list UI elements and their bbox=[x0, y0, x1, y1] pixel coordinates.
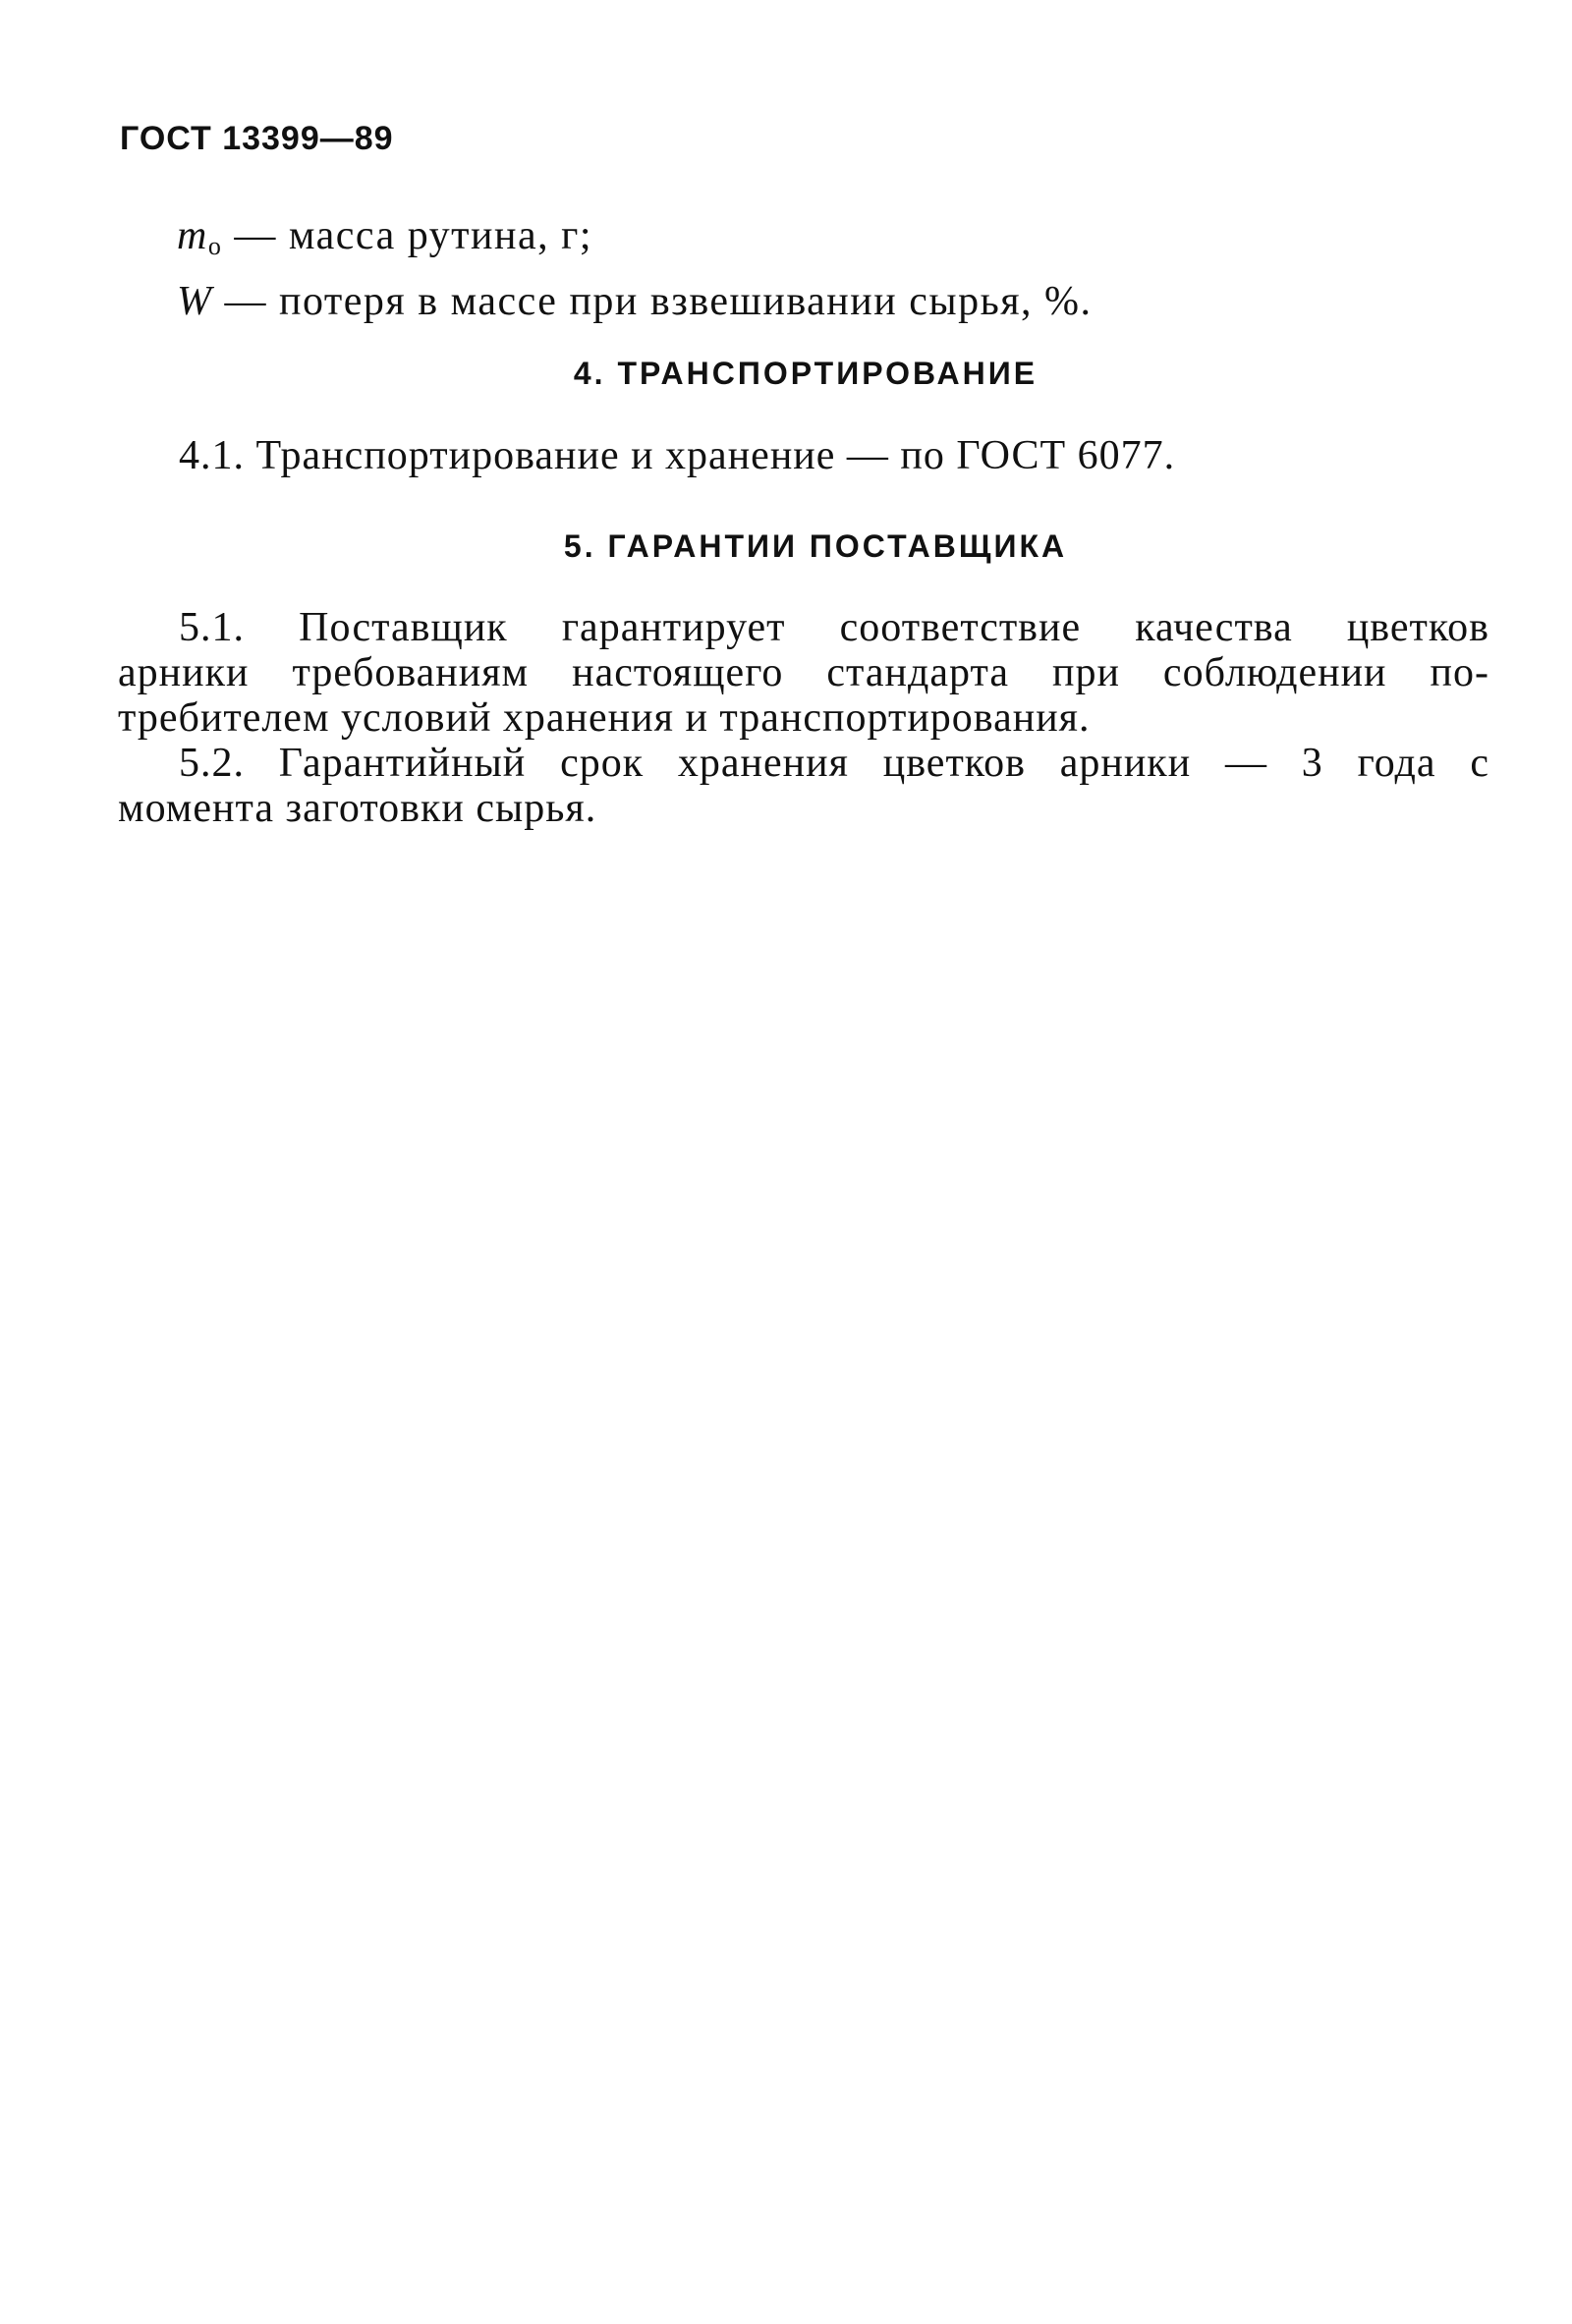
paragraph-5-1-line-1: 5.1. Поставщик гарантирует соответствие качества цветков bbox=[179, 605, 1489, 650]
paragraph-5-2-line-2: момента заготовки сырья. bbox=[118, 786, 597, 831]
definition-w-text: — потеря в массе при взвешивании сырья, %. bbox=[212, 279, 1093, 324]
definition-m0-text: — масса рутина, г; bbox=[222, 213, 593, 258]
paragraph-5-1-line-3: требителем условий хранения и транспортирования. bbox=[118, 695, 1091, 741]
paragraph-4-1: 4.1. Транспортирование и хранение — по ГОСТ 6077. bbox=[179, 433, 1176, 478]
symbol-w: W bbox=[177, 279, 213, 324]
paragraph-5-2-line-1: 5.2. Гарантийный срок хранения цветков арники — 3 года с bbox=[179, 741, 1489, 786]
document-header: ГОСТ 13399—89 bbox=[120, 120, 394, 157]
section-5-title: 5. ГАРАНТИИ ПОСТАВЩИКА bbox=[563, 528, 1068, 564]
section-5-body bbox=[118, 605, 1489, 831]
paragraph-5-1-line-2: арники требованиям настоящего стандарта при соблюдении по- bbox=[118, 650, 1489, 695]
symbol-m: m bbox=[177, 213, 208, 258]
definition-w bbox=[177, 274, 1093, 329]
symbol-m-subscript: о bbox=[207, 232, 223, 260]
formula-definitions bbox=[177, 208, 1093, 329]
definition-m0 bbox=[177, 208, 1093, 274]
section-4-title: 4. ТРАНСПОРТИРОВАНИЕ bbox=[573, 356, 1039, 391]
